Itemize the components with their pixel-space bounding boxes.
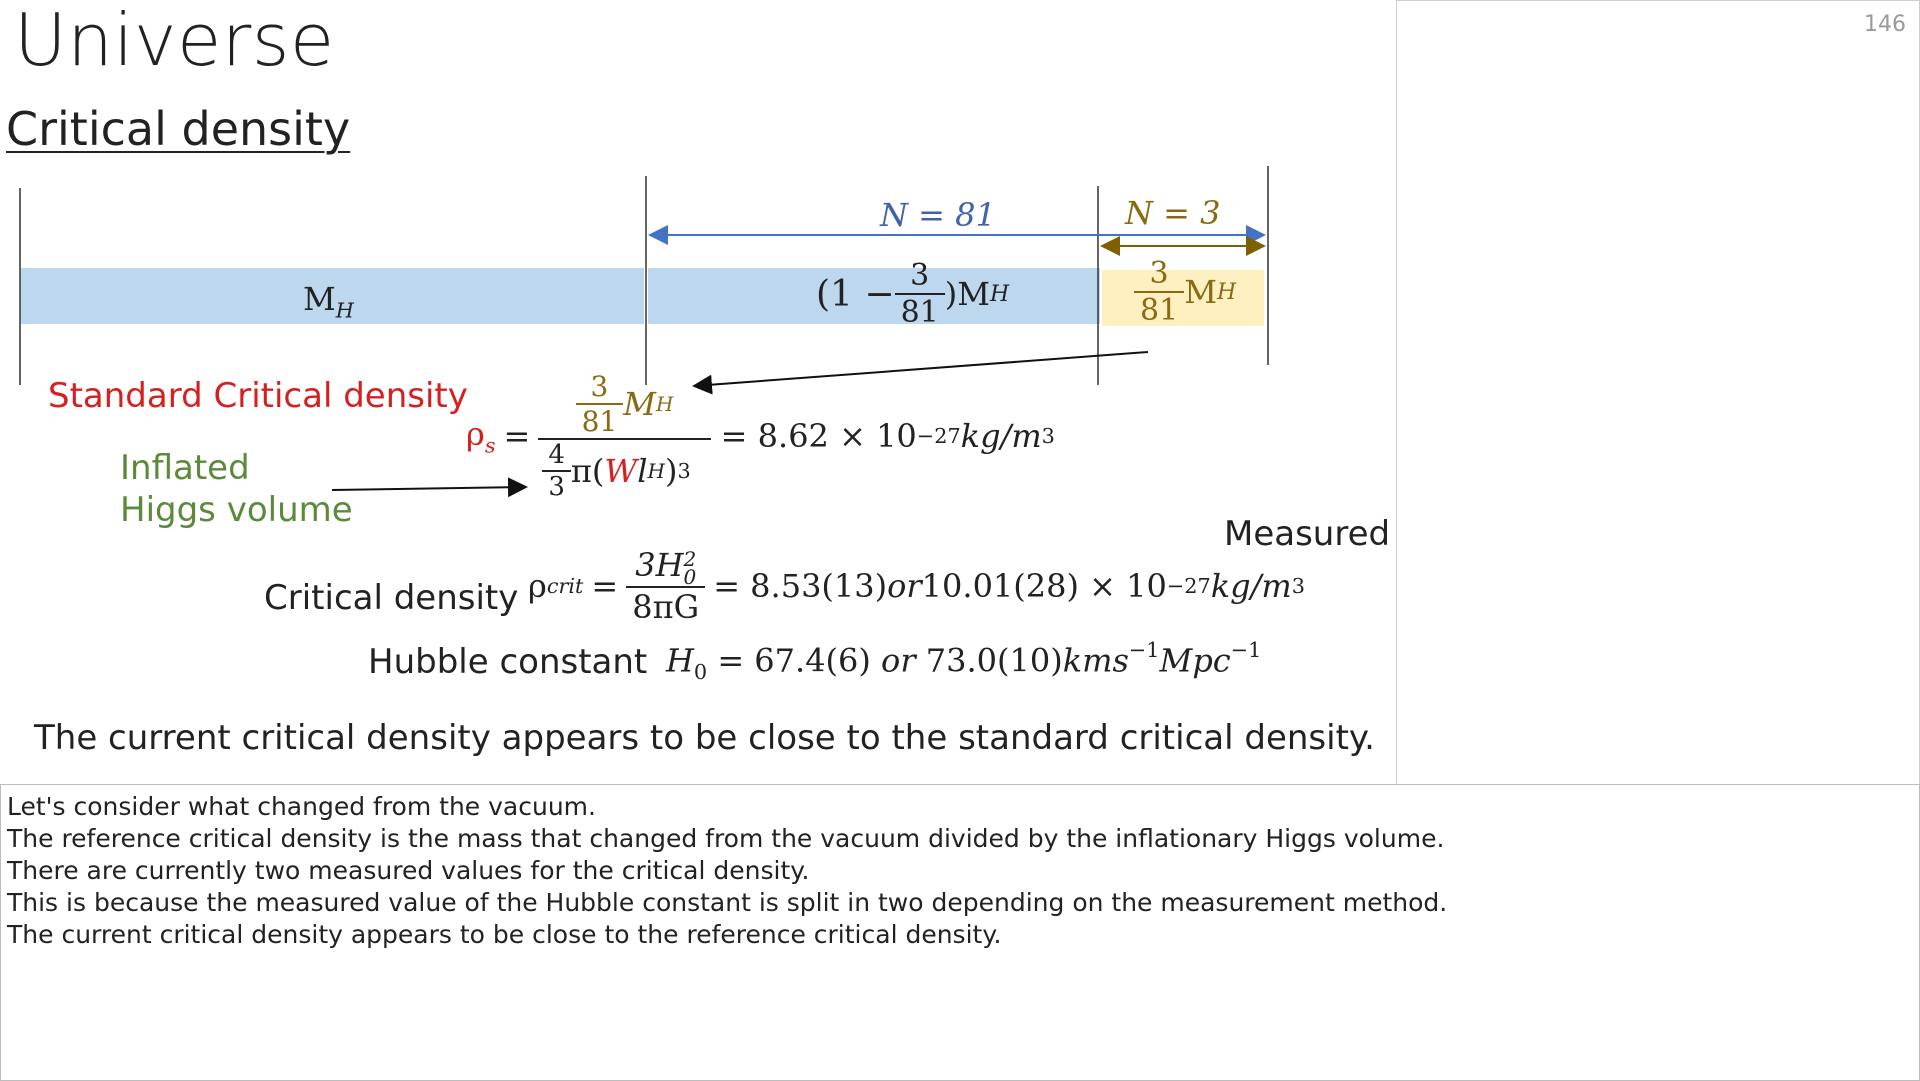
n3-label: N = 3: [1125, 194, 1221, 232]
n81-label: N = 81: [880, 196, 996, 234]
bar-changed-label: $\frac{3}{81}$ M H: [1134, 256, 1236, 328]
higgs-volume-label: Higgs volume: [120, 490, 353, 530]
inflated-label: Inflated: [120, 448, 250, 488]
slide-subtitle: Critical density: [6, 102, 351, 156]
critical-density-label: Critical density: [264, 578, 519, 618]
side-panel: [1396, 0, 1920, 785]
standard-critical-density-label: Standard Critical density: [48, 376, 468, 416]
notes-line: The current critical density appears to be close to the reference critical density.: [7, 920, 1002, 949]
page-number: 146: [1864, 12, 1906, 37]
bar-vacuum-label: $M_H$: [303, 280, 354, 323]
measured-label: Measured: [1224, 514, 1391, 554]
slide-title: Universe: [14, 0, 335, 82]
formula-rho-s: $\rho_s$ = $\frac{3}{81}$ M H $\frac{4}{3}$ π( W l H ) 3 = 8.62 × 10 −27 kg/m 3: [466, 370, 1055, 502]
notes-line: This is because the measured value of the Hubble constant is split in two depending on the measurement method.: [7, 888, 1448, 917]
notes-line: The reference critical density is the mass that changed from the vacuum divided by the inflationary Higgs volume.: [7, 824, 1445, 853]
notes-line: There are currently two measured values for the critical density.: [7, 856, 810, 885]
speaker-notes[interactable]: [0, 784, 1920, 1081]
formula-h0: $H_0 = 67.4(6)$ or 73.0(10)kms$^{-1}$Mpc$^{-1}$: [666, 638, 1262, 684]
hubble-constant-label: Hubble constant: [368, 642, 648, 682]
notes-line: Let's consider what changed from the vacuum.: [7, 792, 596, 821]
formula-rho-crit: ρ crit = 3H 2 0 8πG = 8.53(13) or 10.01(28) × 10 −27 kg/m 3: [528, 546, 1305, 626]
conclusion-text: The current critical density appears to be close to the standard critical density.: [34, 718, 1375, 758]
bar-remaining-label: (1 − $\frac{3}{81}$ )M H: [816, 258, 1010, 330]
